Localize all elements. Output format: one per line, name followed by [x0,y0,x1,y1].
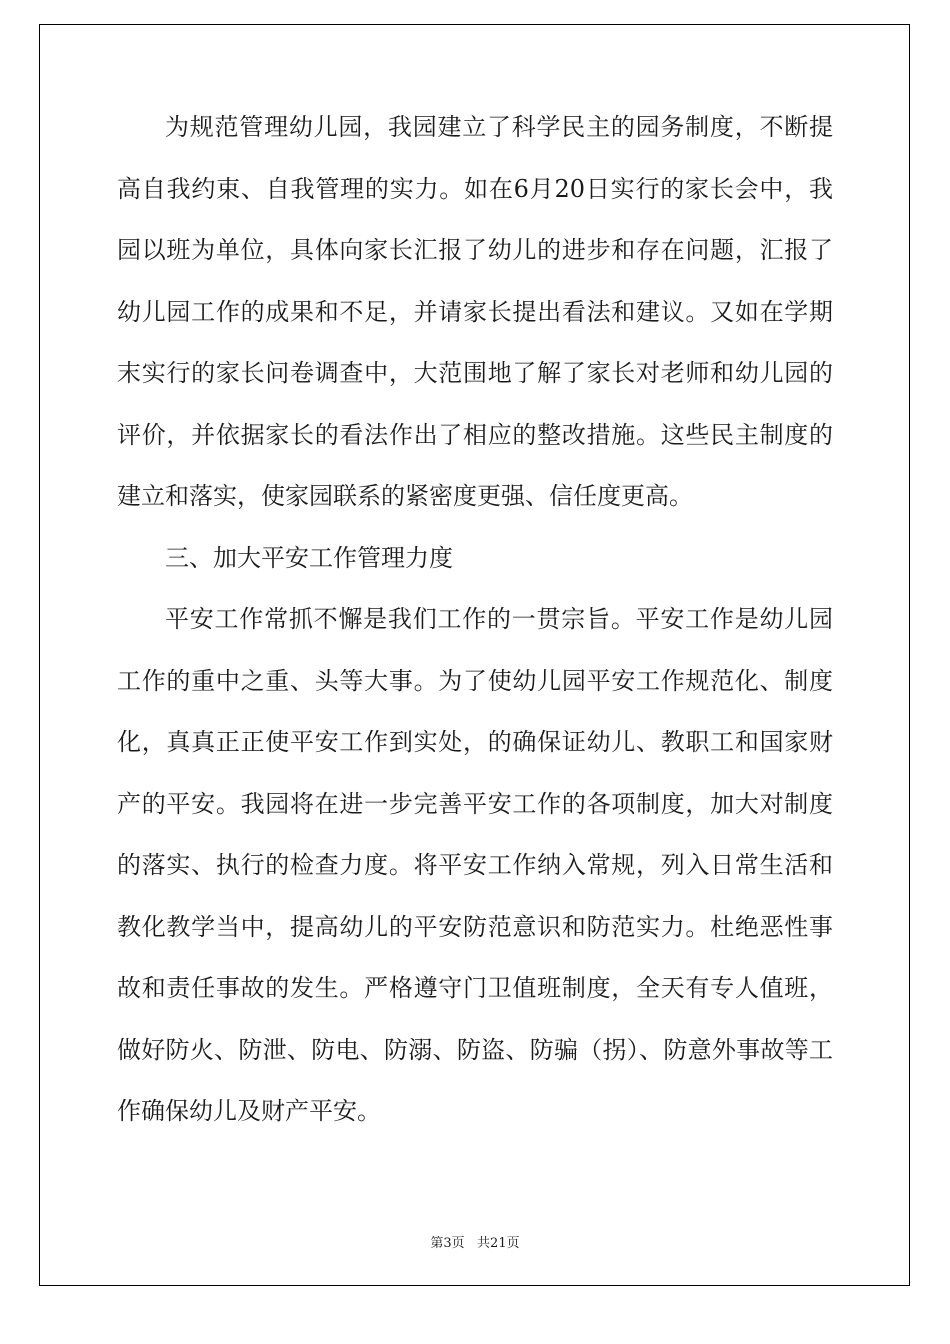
page-footer: 第3页 共21页 [430,1236,520,1251]
section-heading-safety: 三、加大平安工作管理力度 [165,543,453,572]
document-body [117,97,833,1143]
paragraph-democratic-management: 为规范管理幼儿园，我园建立了科学民主的园务制度，不断提高自我约束、自我管理的实力。如在6月20日实行的家长会中，我园以班为单位，具体向家长汇报了幼儿的进步和存在问题，汇报了幼儿园工作的成果和不足，并请家长提出看法和建议。又如在学期末实行的家长问卷调查中，大范围地了解了家长对老师和幼儿园的评价，并依据家长的看法作出了相应的整改措施。这些民主制度的建立和落实，使家园联系的紧密度更强、信任度更高。 [117,113,833,510]
paragraph-safety-work: 平安工作常抓不懈是我们工作的一贯宗旨。平安工作是幼儿园工作的重中之重、头等大事。为了使幼儿园平安工作规范化、制度化，真真正正使平安工作到实处，的确保证幼儿、教职工和国家财产的平安。我园将在进一步完善平安工作的各项制度，加大对制度的落实、执行的检查力度。将平安工作纳入常规，列入日常生活和教化教学当中，提高幼儿的平安防范意识和防范实力。杜绝恶性事故和责任事故的发生。严格遵守门卫值班制度，全天有专人值班，做好防火、防泄、防电、防溺、防盗、防骗（拐）、防意外事故等工作确保幼儿及财产平安。 [117,605,833,1125]
